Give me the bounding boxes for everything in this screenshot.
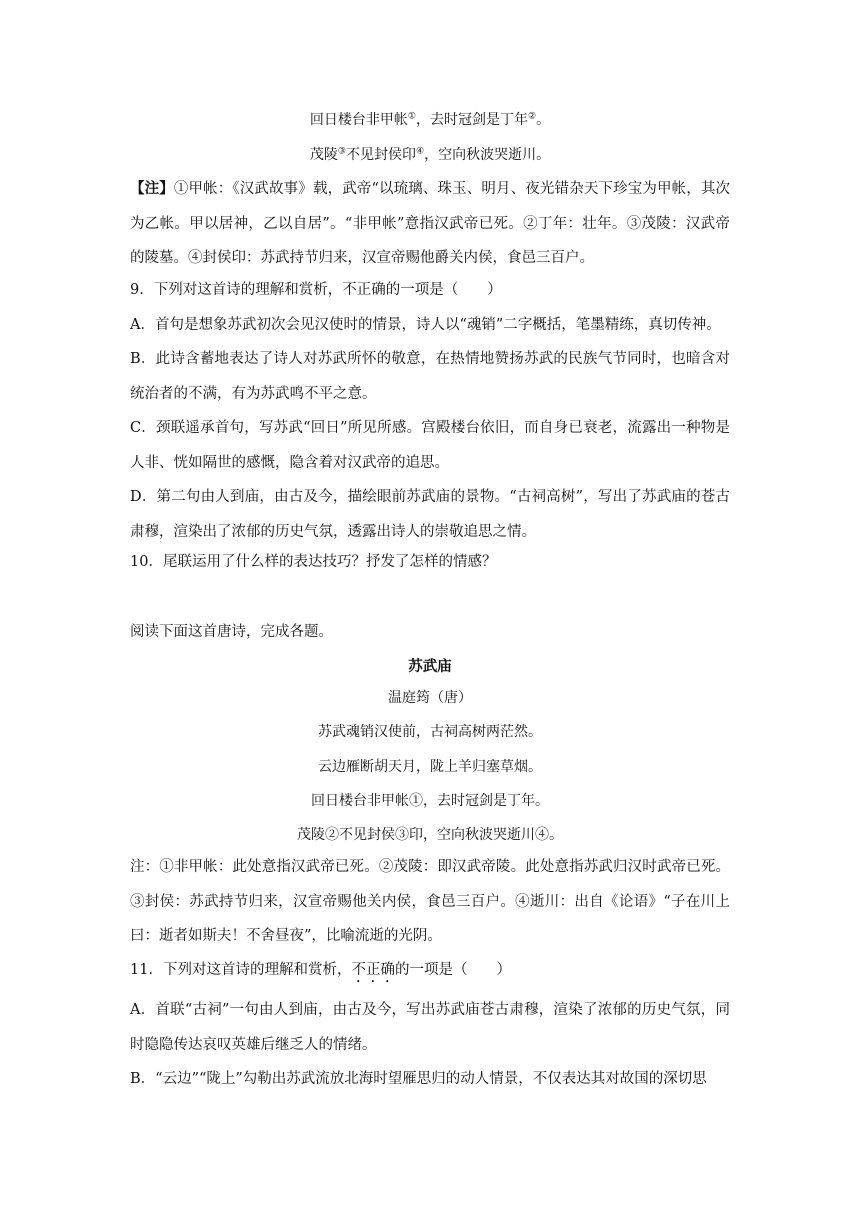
- emphasis-text: 不正确: [351, 962, 395, 978]
- note-label: 【注】: [130, 180, 174, 197]
- option-d: D．第二句由人到庙，由古及今，描绘眼前苏武庙的景物。“古祠高树”，写出了苏武庙的苍古肃穆，渲染出了浓郁的历史气氛，透露出诗人的崇敬追思之情。: [130, 489, 730, 540]
- poem-line: 云边雁断胡天月，陇上羊归塞草烟。: [318, 759, 542, 775]
- option-c: C．颈联遥承首句，写苏武“回日”所见所感。宫殿楼台依旧，而自身已衰老，流露出一种物是人非、恍如隔世的感慨，隐含着对汉武帝的追思。: [130, 420, 730, 471]
- option-b: B．“云边”“陇上”勾勒出苏武流放北海时望雁思归的动人情景，不仅表达其对故国的深切思: [130, 1071, 707, 1087]
- poem-title: 苏武庙: [408, 658, 452, 675]
- question-10: 10．尾联运用了什么样的表达技巧？抒发了怎样的情感？: [130, 554, 497, 570]
- annotation-note: 注：①非甲帐：此处意指汉武帝已死。②茂陵：即汉武帝陵。此处意指苏武归汉时武帝已死。③封侯：苏武持节归来，汉宣帝赐他关内侯，食邑三百户。④逝川：出自《论语》“子在川上曰：逝者如斯夫！不舍昼夜”，比喻流逝的光阴。: [130, 859, 730, 944]
- option-a: A．首句是想象苏武初次会见汉使时的情景，诗人以“魂销”二字概括，笔墨精练，真切传神。: [130, 317, 721, 333]
- option-b: B．此诗含蓄地表达了诗人对苏武所怀的敬意，在热情地赞扬苏武的民族气节同时，也暗含对统治者的不满，有为苏武鸣不平之意。: [130, 351, 730, 402]
- poem-author: 温庭筠（唐）: [388, 690, 472, 706]
- poem-line: 回日楼台非甲帐①，去时冠剑是丁年。: [311, 793, 549, 809]
- option-a: A．首联“古祠”一句由人到庙，由古及今，写出苏武庙苍古肃穆，渲染了浓郁的历史气氛，同时隐隐传达哀叹英雄后继乏人的情绪。: [130, 1002, 730, 1053]
- poem-line: 茂陵②不见封侯③印，空向秋波哭逝川④。: [297, 827, 563, 843]
- poem-line: 回日楼台非甲帐①，去时冠剑是丁年②。: [309, 111, 551, 128]
- question-11: 11．下列对这首诗的理解和赏析，不正确的一项是（ ）: [130, 962, 511, 978]
- reading-intro: 阅读下面这首唐诗，完成各题。: [130, 624, 333, 640]
- annotation-note: 【注】①甲帐：《汉武故事》载，武帝“以琉璃、珠玉、明月、夜光错杂天下珍宝为甲帐，其次为乙帐。甲以居神，乙以自居”。“非甲帐”意指汉武帝已死。②丁年：壮年。③茂陵：汉武帝的陵墓。④封侯印：苏武持节归来，汉宣帝赐他爵关内侯，食邑三百户。: [130, 180, 730, 266]
- poem-line: 苏武魂销汉使前，古祠高树两茫然。: [318, 724, 542, 740]
- poem-line: 茂陵③不见封侯印④，空向秋波哭逝川。: [309, 146, 551, 163]
- question-9: 9．下列对这首诗的理解和赏析，不正确的一项是（ ）: [130, 282, 502, 298]
